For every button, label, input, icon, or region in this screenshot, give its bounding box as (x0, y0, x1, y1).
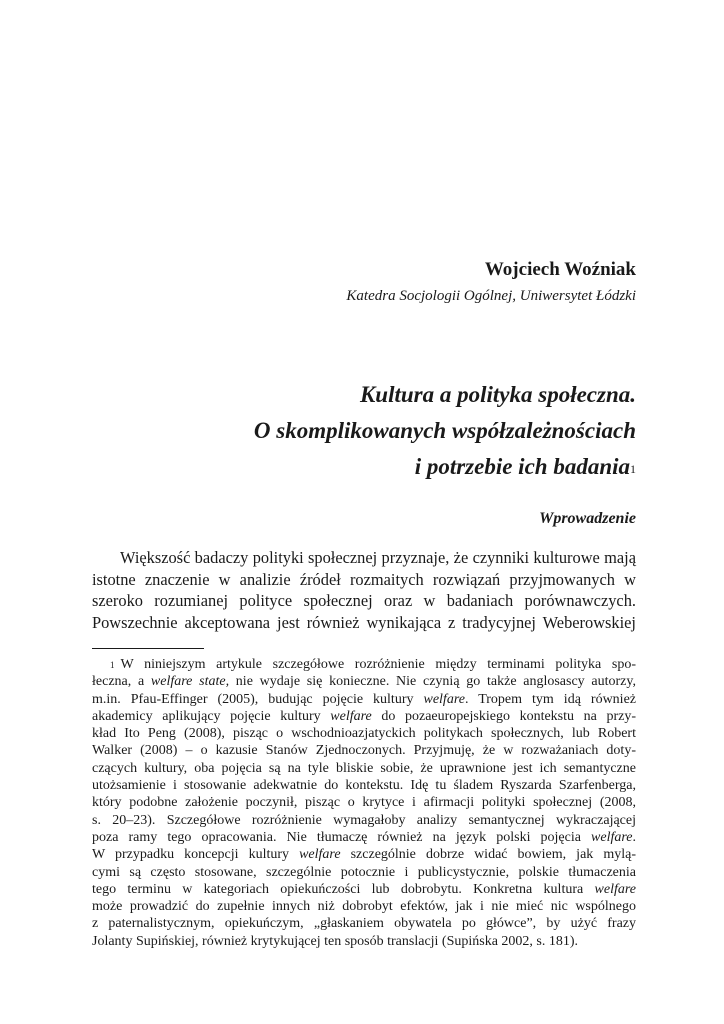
footnote-line (92, 760, 636, 777)
footnote-text: czących kultury, oba pojęcia są na tyle bliskie sobie, że uprawnione jest ich semantyczne (92, 760, 636, 776)
footnote-line (92, 742, 636, 759)
footnote-text: m.in. Pfau-Effinger (2005), budując pojęcie kultury (92, 691, 424, 707)
footnote-text: . (632, 829, 636, 845)
footnote-line (92, 673, 636, 690)
footnote-text: W niniejszym artykule szczegółowe rozróżnienie między terminami polityka spo- (120, 657, 636, 672)
footnote-text: który podobne założenie poczynił, pisząc o krytyce i afirmacji polityki społecznej (2008, (92, 795, 636, 811)
author-name: Wojciech Woźniak (484, 259, 636, 280)
footnote-italic-term: welfare (299, 847, 341, 863)
footnote-line (92, 898, 636, 915)
footnote-line (92, 794, 636, 811)
footnote-italic-term: welfare state, (150, 674, 230, 690)
footnote-text: poza ramy tego opracowania. Nie tłumaczę również na język polski pojęcia (92, 829, 592, 845)
title-line-3 (136, 449, 636, 485)
footnote-text: Walker (2008) – o kazusie Stanów Zjednoczonych. Przyjmuję, że w rozważaniach doty- (92, 743, 636, 759)
footnote-line (92, 881, 636, 898)
footnote-marker: 1 (110, 660, 115, 670)
footnote-italic-term: welfare (330, 708, 372, 724)
footnote-text: nie wydaje się konieczne. Nie czynią go także anglosascy autorzy, (229, 674, 636, 690)
footnote-text: z paternalistycznym, opiekuńczym, „głaskaniem obywatela po główce”, by użyć frazy (92, 916, 636, 932)
footnote-text: utożsamienie i stosowanie adekwatnie do kontekstu. Idę tu śladem Ryszarda Szarfenberga, (92, 778, 636, 794)
footnote-text: s. 20–23). Szczegółowe rozróżnienie wymagałoby analizy semantycznej wykraczającej (92, 812, 636, 828)
footnote-line (92, 829, 636, 846)
footnote-line (92, 864, 636, 881)
footnote-text: akademicy aplikujący pojęcie kultury (92, 708, 331, 724)
footnote-text: do pozaeuropejskiego kontekstu na przy- (371, 708, 636, 724)
footnote-line (92, 708, 636, 725)
article-title (136, 377, 636, 485)
footnote-italic-term: welfare (594, 881, 636, 897)
footnote-line (92, 933, 636, 950)
footnote-text: . Tropem tym idą również (464, 691, 636, 707)
title-line-3-text: i potrzebie ich badania (414, 454, 630, 479)
footnote-line (92, 915, 636, 932)
footnote-italic-term: welfare (591, 829, 633, 845)
footnote-text: tego terminu w kategoriach opiekuńczości lub dobrobytu. Konkretna kultura (92, 881, 595, 897)
footnote-line (92, 777, 636, 794)
footnote-line (92, 846, 636, 863)
title-line-1: Kultura a polityka społeczna. (359, 382, 636, 407)
footnote-line (92, 656, 636, 673)
section-heading: Wprowadzenie (539, 510, 636, 527)
footnote-text: kład Ito Peng (2008), pisząc o wschodnioazjatyckich politykach społecznych, lub Robert (92, 726, 636, 742)
footnote-text: może prowadzić do zupełnie innych niż dobrobyt efektów, jak i nie mieć nic wspólnego (92, 899, 636, 915)
footnote-italic-term: welfare (423, 691, 465, 707)
footnote-divider (92, 648, 204, 649)
footnote-line (92, 725, 636, 742)
footnote-line (92, 812, 636, 829)
title-footnote-ref[interactable]: 1 (630, 462, 636, 476)
author-affiliation: Katedra Socjologii Ogólnej, Uniwersytet Łódzki (346, 288, 636, 304)
footnote-text: W przypadku koncepcji kultury (92, 847, 300, 863)
title-line-2: O skomplikowanych współzależnościach (253, 418, 636, 443)
footnote (92, 656, 636, 950)
footnote-text: łeczna, a (92, 674, 151, 690)
footnote-text: Jolanty Supińskiej, również krytykującej ten sposób translacji (Supińska 2002, s. 181). (92, 933, 579, 949)
footnote-text: szczególnie dobrze widać bowiem, jak mylą- (340, 847, 636, 863)
body-text (92, 547, 636, 633)
body-paragraph: Większość badaczy polityki społecznej przyznaje, że czynniki kulturowe mają istotne znaczenie w analizie źródeł rozmaitych rozwiązań przyjmowanych w szeroko rozumianej polityce społecznej oraz w badaniach porównawczych. Powszechnie akceptowana jest również wynikająca z tradycyjnej Weberowskiej (92, 548, 636, 632)
footnote-text: cymi są często stosowane, szczególnie potocznie i publicystycznie, polskie tłumaczenia (92, 864, 636, 880)
footnote-line (92, 691, 636, 708)
